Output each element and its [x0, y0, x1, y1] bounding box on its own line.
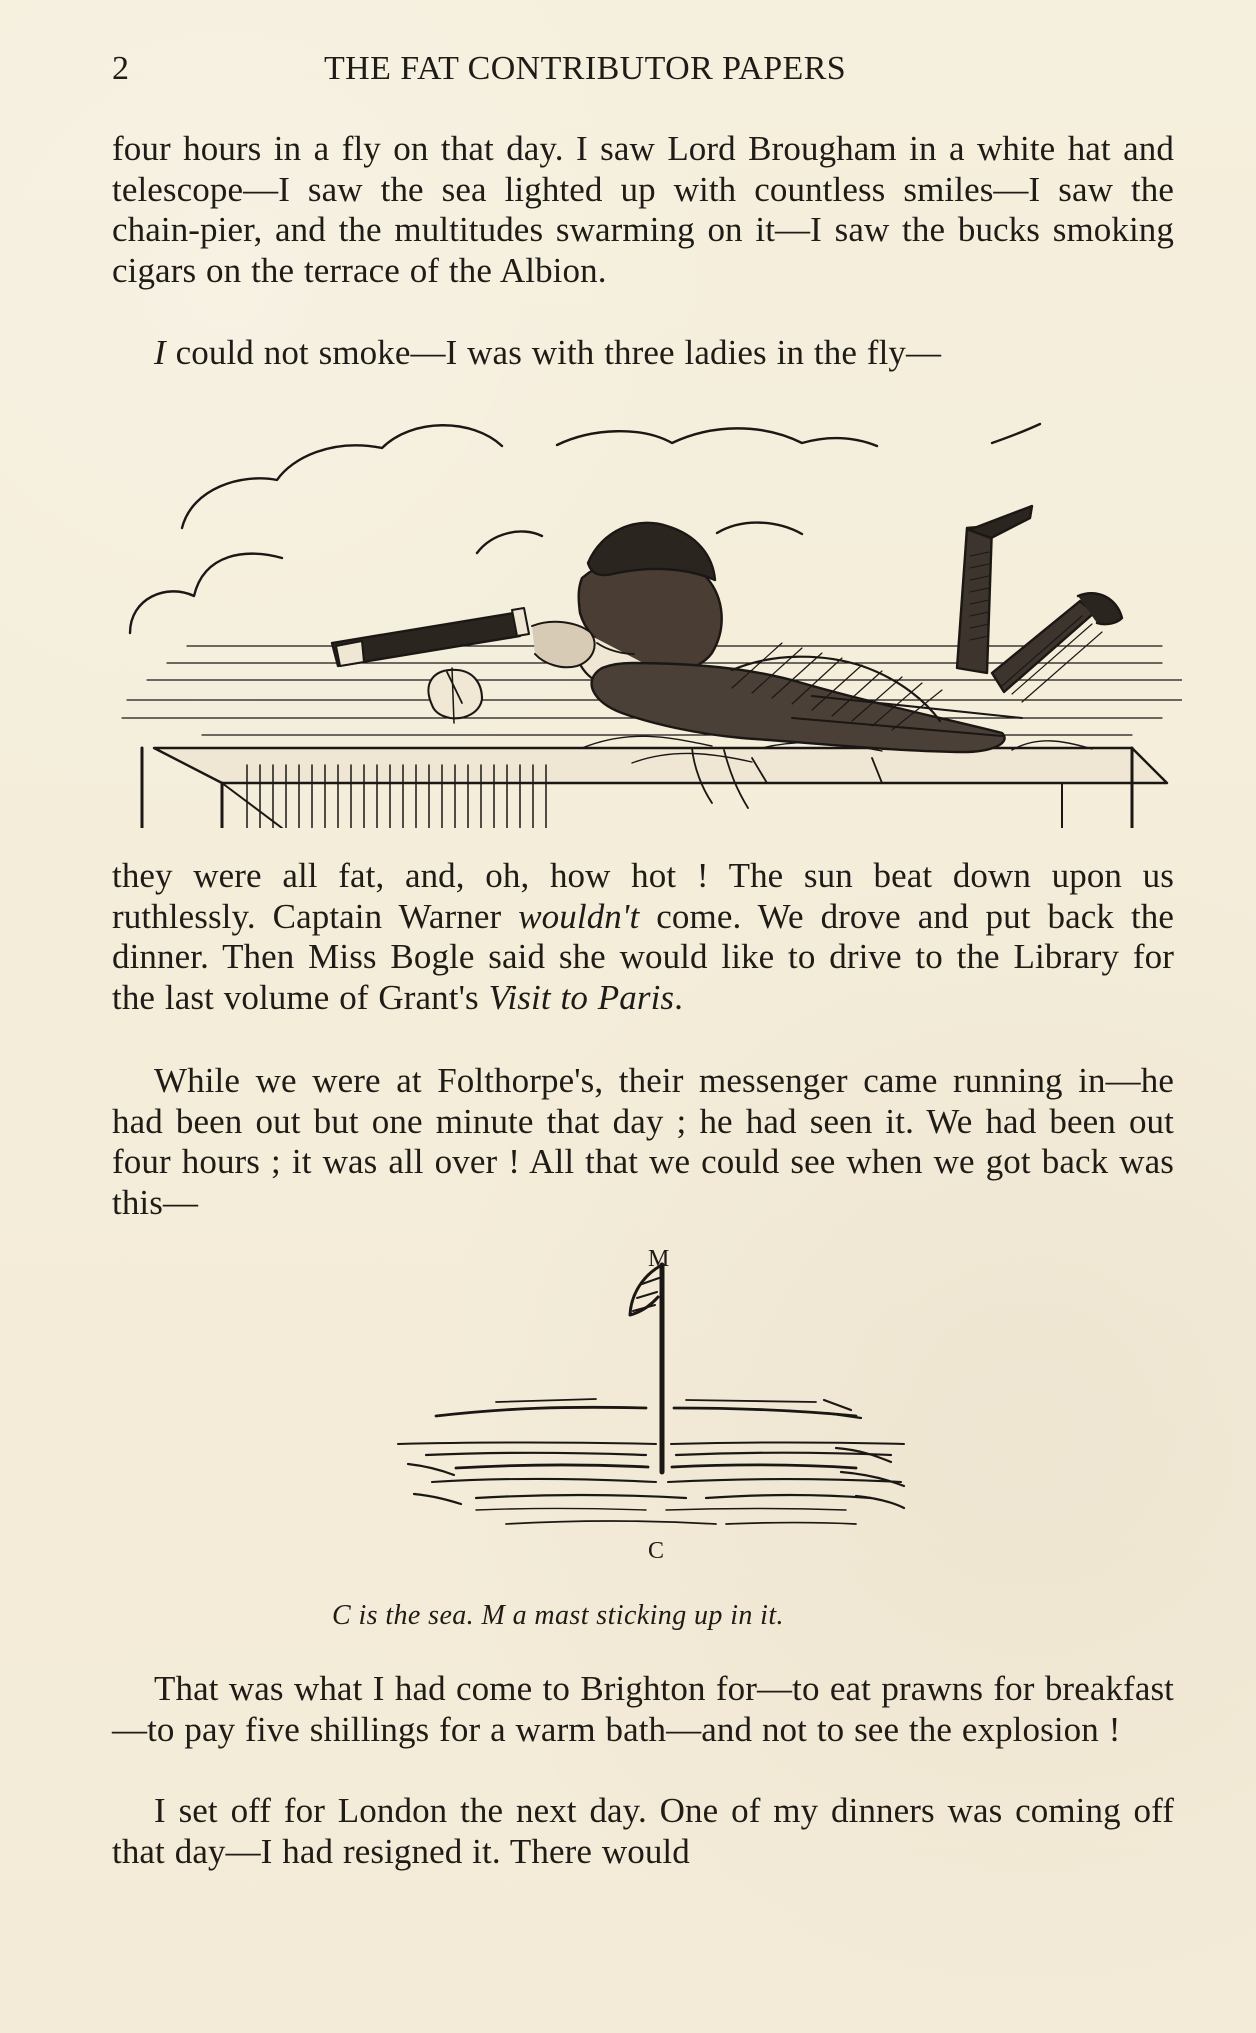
paragraph-3-italic-title: Visit to Paris [488, 977, 675, 1017]
leg-upper [957, 526, 992, 673]
mast-illustration [356, 1250, 936, 1580]
sky-cloud-left [182, 425, 502, 528]
sky-cloud-small [130, 554, 282, 633]
sky-wisp [717, 523, 802, 534]
man-body [592, 663, 1005, 752]
running-head: THE FAT CONTRIBUTOR PAPERS [324, 50, 847, 87]
paragraph-4 [112, 1061, 1174, 1223]
sky-cloud-right [557, 428, 877, 446]
water-line-left [436, 1407, 646, 1416]
page-number: 2 [112, 50, 130, 87]
paragraph-6-text: I set off for London the next day. One of my dinners was coming off that day—I had resigned it. There would [112, 1791, 1174, 1871]
paragraph-2 [112, 333, 1174, 374]
bench-top [154, 748, 1167, 783]
figure-label-c: C [648, 1538, 666, 1564]
figure-label-m: M [648, 1246, 671, 1272]
sky-streak [992, 424, 1040, 443]
water-line-right [674, 1408, 856, 1416]
page-header [112, 50, 1182, 98]
paragraph-1 [112, 129, 1174, 291]
paragraph-3 [112, 856, 1174, 1018]
paragraph-2-rest: could not smoke—I was with three ladies in the fly— [165, 333, 942, 372]
telescope-illustration [112, 418, 1182, 828]
paragraph-6 [112, 1791, 1174, 1872]
paragraph-3-end: . [674, 977, 683, 1017]
paragraph-5 [112, 1669, 1174, 1750]
sky-wisp-two [477, 531, 542, 553]
paragraph-3-italic-word: wouldn't [518, 896, 640, 936]
wave-dark [456, 1465, 648, 1468]
paragraph-3-before-italic: they were all fat, and, oh, how hot ! The sun beat down upon us ruthlessly. Captain Warner [112, 856, 1174, 936]
figure-caption: C is the sea. M a mast sticking up in it. [332, 1600, 784, 1631]
paragraph-1-text: four hours in a fly on that day. I saw Lord Brougham in a white hat and telescope—I saw the sea lighted up with countless smiles—I saw the chain-pier, and the multitudes swarming on it—I saw the bucks smoking cigars on the terrace of the Albion. [112, 129, 1174, 290]
paragraph-2-italic-i: I [154, 333, 166, 372]
paragraph-5-text: That was what I had come to Brighton for—to eat prawns for breakfast—to pay five shillings for a warm bath—and not to see the explosion ! [112, 1669, 1174, 1749]
paragraph-3-middle: come. We drove and put back the dinner. Then Miss Bogle said she would like to drive to the Library for the last volume of Grant's [112, 896, 1175, 1017]
man-hand [428, 670, 482, 718]
paragraph-4-text: While we were at Folthorpe's, their messenger came running in—he had been out but one minute that day ; he had seen it. We had been out four hours ; it was all over ! All that we could see when we got back was this— [112, 1061, 1174, 1222]
